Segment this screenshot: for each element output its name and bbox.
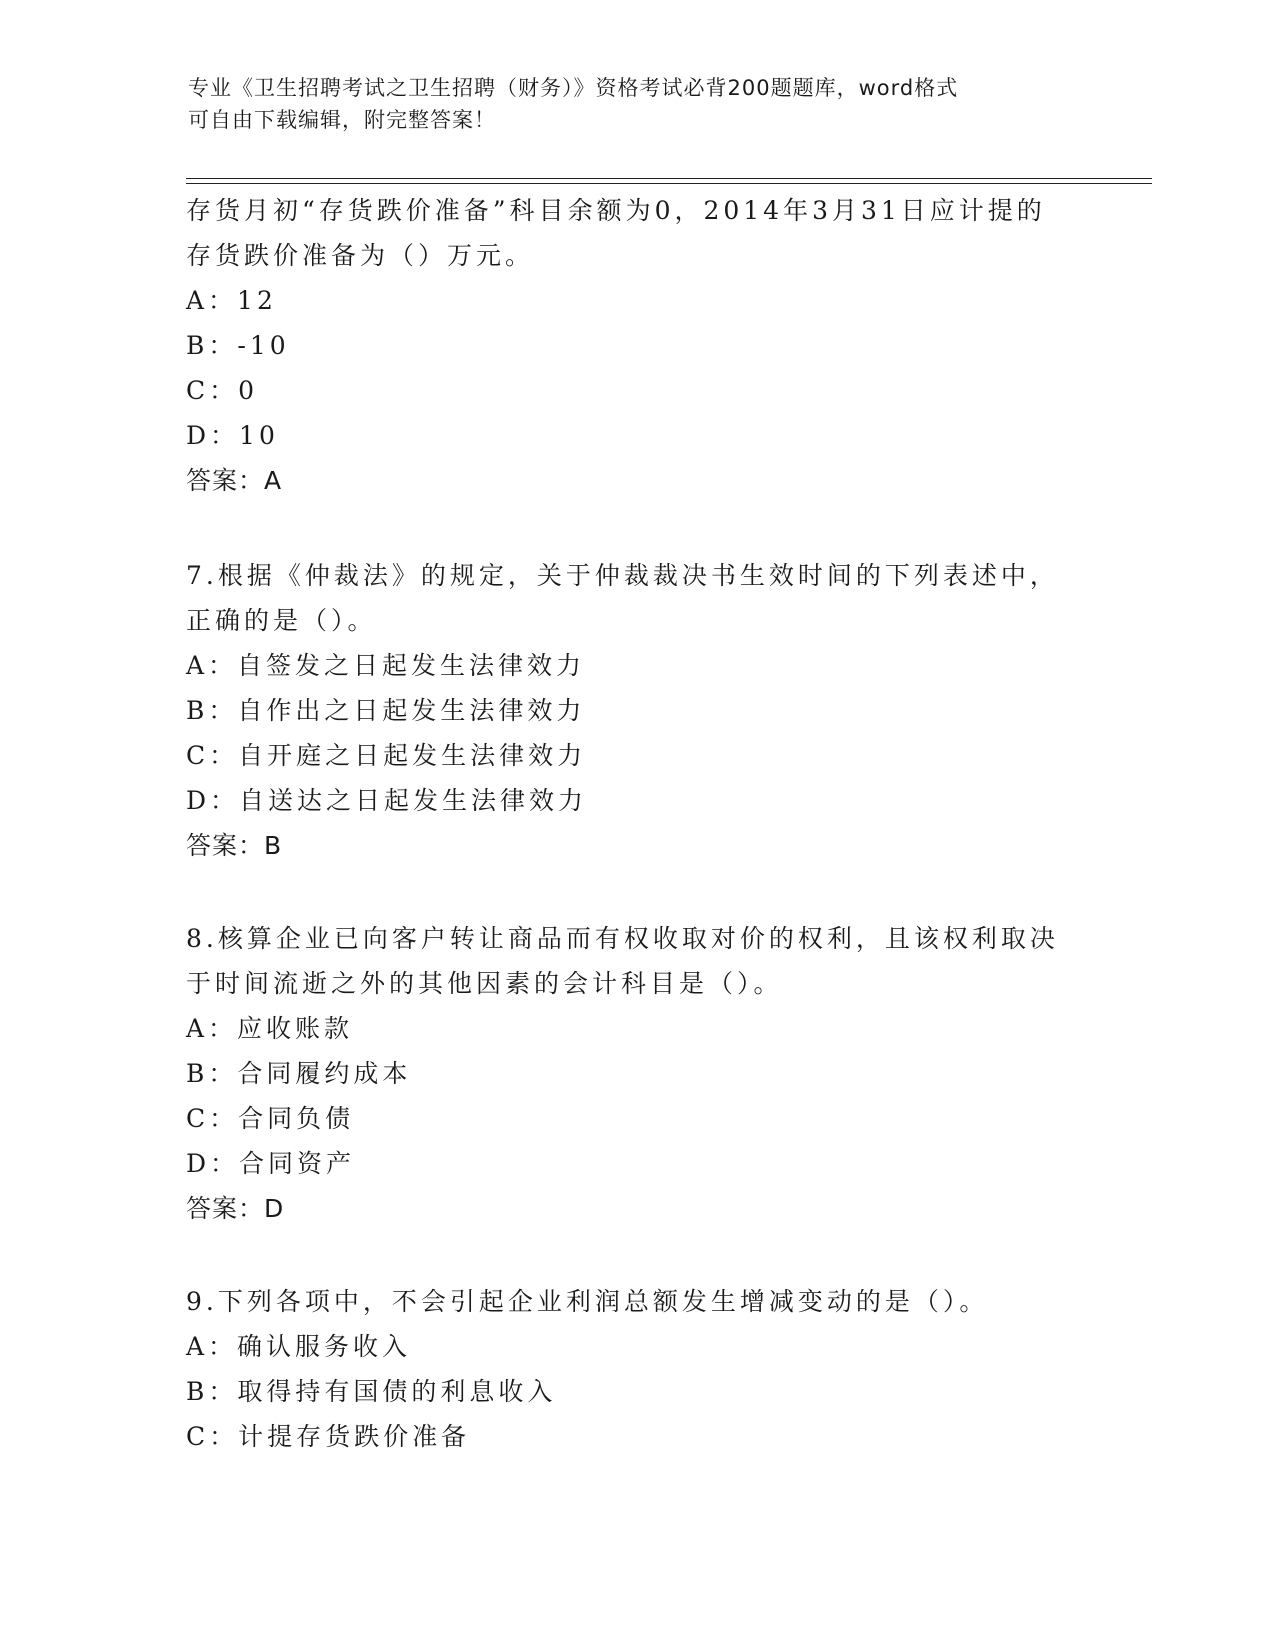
question-stem: 正确的是（）。 — [186, 606, 377, 635]
document-header — [188, 72, 1088, 136]
answer-line: 答案：D — [186, 1194, 285, 1223]
option-a: A：应收账款 — [186, 1014, 354, 1043]
option-a: A：自签发之日起发生法律效力 — [186, 651, 586, 680]
question-stem: 于时间流逝之外的其他因素的会计科目是（）。 — [186, 969, 783, 998]
option-b: B：合同履约成本 — [186, 1059, 412, 1088]
answer-line: 答案：A — [186, 466, 283, 495]
answer-line: 答案：B — [186, 831, 283, 860]
option-a: A：确认服务收入 — [186, 1332, 412, 1361]
option-b: B：取得持有国债的利息收入 — [186, 1377, 557, 1406]
question-stem: 9.下列各项中，不会引起企业利润总额发生增减变动的是（）。 — [186, 1287, 989, 1316]
question-block — [186, 553, 1086, 868]
option-d: D：合同资产 — [186, 1149, 356, 1178]
question-block — [186, 188, 1086, 503]
option-b: B：-10 — [186, 331, 290, 360]
option-c: C：自开庭之日起发生法律效力 — [186, 741, 587, 770]
header-divider-bottom — [186, 183, 1152, 184]
option-c: C：合同负债 — [186, 1104, 355, 1133]
question-stem: 存货跌价准备为（）万元。 — [186, 241, 535, 270]
option-d: D：自送达之日起发生法律效力 — [186, 786, 588, 815]
header-title-line-1: 专业《卫生招聘考试之卫生招聘（财务）》资格考试必背200题题库，word格式 — [188, 76, 959, 100]
option-a: A：12 — [186, 286, 277, 315]
question-stem: 8.核算企业已向客户转让商品而有权收取对价的权利，且该权利取决 — [186, 924, 1059, 953]
question-block — [186, 916, 1086, 1231]
question-stem: 7.根据《仲裁法》的规定，关于仲裁裁决书生效时间的下列表述中， — [186, 561, 1059, 590]
question-stem: 存货月初“存货跌价准备”科目余额为0，2014年3月31日应计提的 — [186, 196, 1046, 225]
option-d: D：10 — [186, 421, 279, 450]
option-c: C：0 — [186, 376, 259, 405]
header-title-line-2: 可自由下载编辑，附完整答案！ — [188, 108, 496, 132]
option-c: C：计提存货跌价准备 — [186, 1422, 471, 1451]
option-b: B：自作出之日起发生法律效力 — [186, 696, 586, 725]
header-divider-top — [186, 178, 1152, 179]
question-block — [186, 1279, 1086, 1459]
